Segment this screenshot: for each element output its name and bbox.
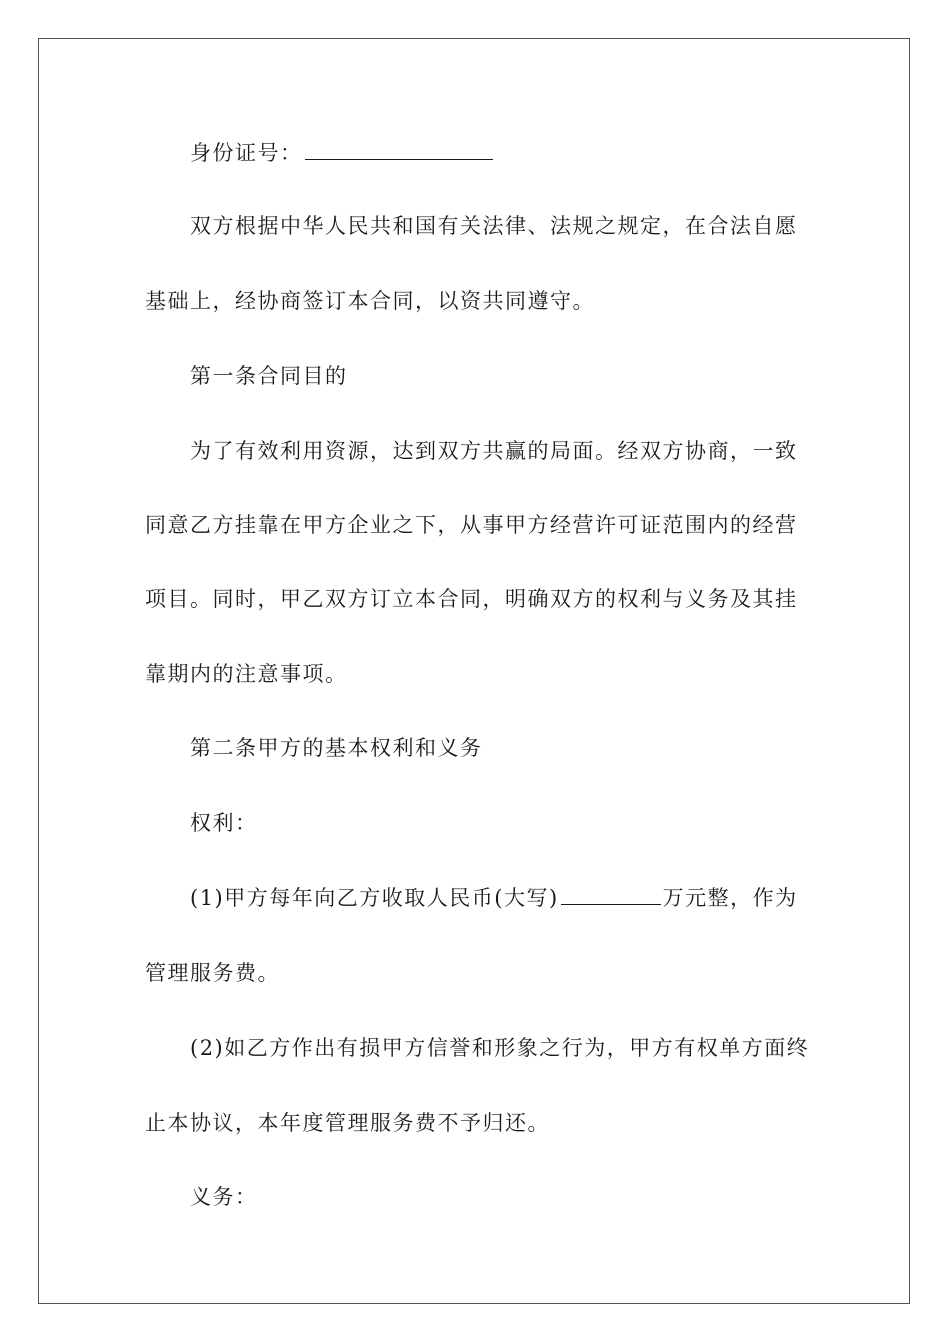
clause-1-line [190, 883, 798, 913]
paragraph-line: 项目。同时，甲乙双方订立本合同，明确双方的权利与义务及其挂 [145, 587, 798, 611]
paragraph-line: 双方根据中华人民共和国有关法律、法规之规定，在合法自愿 [190, 214, 798, 238]
paragraph-line: 管理服务费。 [145, 961, 280, 985]
clause-1-text-before: (1)甲方每年向乙方收取人民币(大写) [190, 886, 559, 910]
paragraph-line: 为了有效利用资源，达到双方共赢的局面。经双方协商，一致 [190, 439, 798, 463]
section-heading-1: 第一条合同目的 [190, 364, 348, 388]
id-number-label: 身份证号： [190, 141, 303, 165]
amount-blank [561, 884, 661, 905]
rights-heading: 权利： [190, 811, 258, 835]
paragraph-line: 止本协议，本年度管理服务费不予归还。 [145, 1111, 550, 1135]
section-heading-2: 第二条甲方的基本权利和义务 [190, 736, 483, 760]
id-number-line [190, 138, 495, 168]
paragraph-line: 靠期内的注意事项。 [145, 662, 348, 686]
clause-1-text-after: 万元整，作为 [662, 886, 798, 910]
paragraph-line: 同意乙方挂靠在甲方企业之下，从事甲方经营许可证范围内的经营 [145, 513, 798, 537]
clause-2-line: (2)如乙方作出有损甲方信誉和形象之行为，甲方有权单方面终 [190, 1036, 810, 1060]
obligations-heading: 义务： [190, 1185, 258, 1209]
id-number-blank [305, 139, 493, 160]
paragraph-line: 基础上，经协商签订本合同，以资共同遵守。 [145, 289, 595, 313]
